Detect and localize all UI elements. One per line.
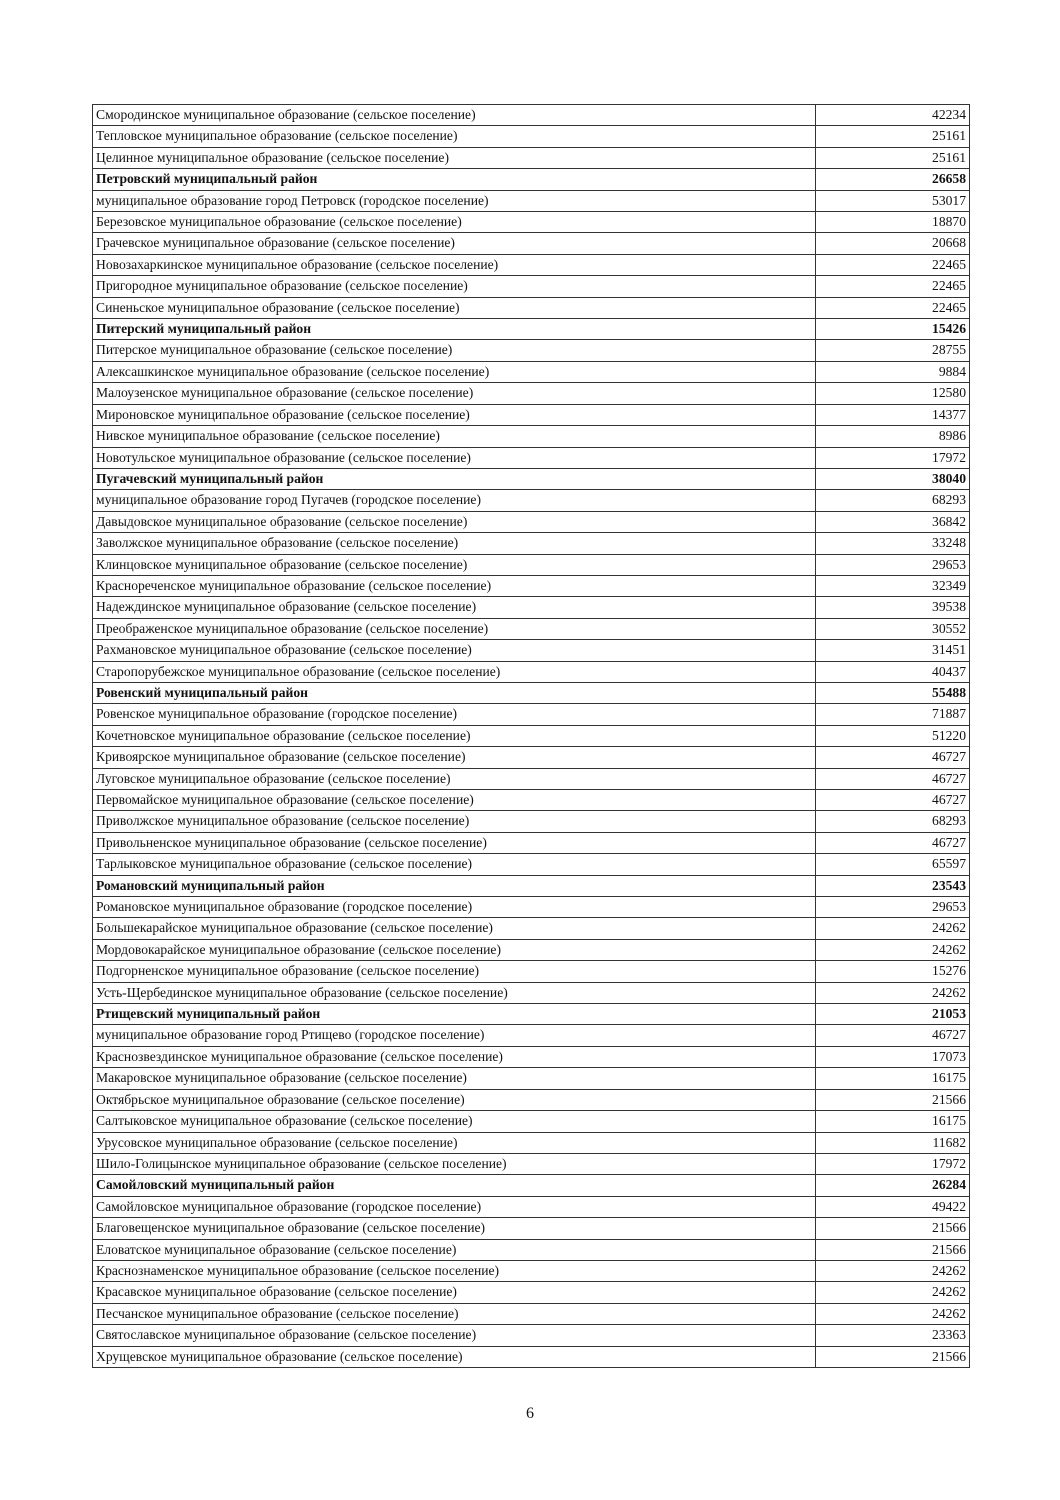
municipality-name-cell: Кривоярское муниципальное образование (сельское поселение) bbox=[93, 747, 816, 768]
district-name-cell: Питерский муниципальный район bbox=[93, 319, 816, 340]
district-name-cell: Петровский муниципальный район bbox=[93, 169, 816, 190]
district-value-cell: 23543 bbox=[816, 875, 970, 896]
value-cell: 46727 bbox=[816, 1025, 970, 1046]
value-cell: 16175 bbox=[816, 1068, 970, 1089]
municipality-name-cell: Мироновское муниципальное образование (сельское поселение) bbox=[93, 404, 816, 425]
municipality-name-cell: Грачевское муниципальное образование (сельское поселение) bbox=[93, 233, 816, 254]
value-cell: 39538 bbox=[816, 597, 970, 618]
value-cell: 17073 bbox=[816, 1046, 970, 1067]
value-cell: 16175 bbox=[816, 1111, 970, 1132]
value-cell: 9884 bbox=[816, 361, 970, 382]
municipality-name-cell: Питерское муниципальное образование (сельское поселение) bbox=[93, 340, 816, 361]
value-cell: 22465 bbox=[816, 254, 970, 275]
district-row bbox=[93, 169, 970, 190]
municipality-name-cell: муниципальное образование город Ртищево (городское поселение) bbox=[93, 1025, 816, 1046]
table-row bbox=[93, 383, 970, 404]
municipality-name-cell: Нивское муниципальное образование (сельское поселение) bbox=[93, 426, 816, 447]
district-name-cell: Ртищевский муниципальный район bbox=[93, 1004, 816, 1025]
table-row bbox=[93, 597, 970, 618]
table-row bbox=[93, 1025, 970, 1046]
municipality-name-cell: Самойловское муниципальное образование (городское поселение) bbox=[93, 1196, 816, 1217]
value-cell: 8986 bbox=[816, 426, 970, 447]
table-row bbox=[93, 361, 970, 382]
municipality-name-cell: Синеньское муниципальное образование (сельское поселение) bbox=[93, 297, 816, 318]
district-row bbox=[93, 682, 970, 703]
table-row bbox=[93, 661, 970, 682]
value-cell: 21566 bbox=[816, 1089, 970, 1110]
municipality-name-cell: Кочетновское муниципальное образование (сельское поселение) bbox=[93, 725, 816, 746]
value-cell: 68293 bbox=[816, 811, 970, 832]
value-cell: 28755 bbox=[816, 340, 970, 361]
district-value-cell: 26658 bbox=[816, 169, 970, 190]
value-cell: 36842 bbox=[816, 511, 970, 532]
municipality-name-cell: Пригородное муниципальное образование (сельское поселение) bbox=[93, 276, 816, 297]
municipality-name-cell: Привольненское муниципальное образование (сельское поселение) bbox=[93, 832, 816, 853]
table-row bbox=[93, 233, 970, 254]
table-row bbox=[93, 790, 970, 811]
value-cell: 14377 bbox=[816, 404, 970, 425]
municipality-name-cell: Подгорненское муниципальное образование (сельское поселение) bbox=[93, 961, 816, 982]
municipality-name-cell: Новозахаркинское муниципальное образование (сельское поселение) bbox=[93, 254, 816, 275]
value-cell: 51220 bbox=[816, 725, 970, 746]
district-row bbox=[93, 468, 970, 489]
table-row bbox=[93, 575, 970, 596]
value-cell: 11682 bbox=[816, 1132, 970, 1153]
municipality-name-cell: Заволжское муниципальное образование (сельское поселение) bbox=[93, 533, 816, 554]
value-cell: 24262 bbox=[816, 982, 970, 1003]
value-cell: 15276 bbox=[816, 961, 970, 982]
value-cell: 24262 bbox=[816, 1303, 970, 1324]
table-row bbox=[93, 854, 970, 875]
value-cell: 31451 bbox=[816, 640, 970, 661]
value-cell: 21566 bbox=[816, 1218, 970, 1239]
municipality-name-cell: Клинцовское муниципальное образование (сельское поселение) bbox=[93, 554, 816, 575]
table-row bbox=[93, 939, 970, 960]
table-row bbox=[93, 704, 970, 725]
table-row bbox=[93, 1346, 970, 1367]
table-row bbox=[93, 212, 970, 233]
municipality-name-cell: Давыдовское муниципальное образование (сельское поселение) bbox=[93, 511, 816, 532]
municipality-name-cell: Красавское муниципальное образование (сельское поселение) bbox=[93, 1282, 816, 1303]
district-value-cell: 55488 bbox=[816, 682, 970, 703]
table-row bbox=[93, 1132, 970, 1153]
table-row bbox=[93, 190, 970, 211]
table-row bbox=[93, 832, 970, 853]
municipality-name-cell: Целинное муниципальное образование (сельское поселение) bbox=[93, 147, 816, 168]
value-cell: 24262 bbox=[816, 918, 970, 939]
municipality-name-cell: Березовское муниципальное образование (сельское поселение) bbox=[93, 212, 816, 233]
value-cell: 25161 bbox=[816, 147, 970, 168]
district-name-cell: Пугачевский муниципальный район bbox=[93, 468, 816, 489]
municipality-name-cell: Новотульское муниципальное образование (сельское поселение) bbox=[93, 447, 816, 468]
municipality-name-cell: Тарлыковское муниципальное образование (сельское поселение) bbox=[93, 854, 816, 875]
table-row bbox=[93, 126, 970, 147]
municipality-name-cell: Романовское муниципальное образование (городское поселение) bbox=[93, 897, 816, 918]
value-cell: 18870 bbox=[816, 212, 970, 233]
table-row bbox=[93, 533, 970, 554]
value-cell: 24262 bbox=[816, 939, 970, 960]
district-row bbox=[93, 319, 970, 340]
value-cell: 33248 bbox=[816, 533, 970, 554]
municipality-name-cell: муниципальное образование город Пугачев (городское поселение) bbox=[93, 490, 816, 511]
table-row bbox=[93, 297, 970, 318]
table-row bbox=[93, 490, 970, 511]
value-cell: 46727 bbox=[816, 768, 970, 789]
page-number: 6 bbox=[526, 1405, 534, 1422]
municipality-name-cell: Ровенское муниципальное образование (городское поселение) bbox=[93, 704, 816, 725]
municipality-name-cell: Преображенское муниципальное образование (сельское поселение) bbox=[93, 618, 816, 639]
value-cell: 42234 bbox=[816, 105, 970, 126]
municipality-name-cell: Мордовокарайское муниципальное образование (сельское поселение) bbox=[93, 939, 816, 960]
municipality-name-cell: Надеждинское муниципальное образование (сельское поселение) bbox=[93, 597, 816, 618]
value-cell: 46727 bbox=[816, 832, 970, 853]
table-row bbox=[93, 554, 970, 575]
value-cell: 46727 bbox=[816, 790, 970, 811]
municipality-name-cell: Малоузенское муниципальное образование (сельское поселение) bbox=[93, 383, 816, 404]
table-row bbox=[93, 1068, 970, 1089]
municipality-name-cell: Краснознаменское муниципальное образование (сельское поселение) bbox=[93, 1260, 816, 1281]
table-row bbox=[93, 340, 970, 361]
municipality-name-cell: Краснозвездинское муниципальное образование (сельское поселение) bbox=[93, 1046, 816, 1067]
municipality-name-cell: Хрущевское муниципальное образование (сельское поселение) bbox=[93, 1346, 816, 1367]
municipality-name-cell: Урусовское муниципальное образование (сельское поселение) bbox=[93, 1132, 816, 1153]
table-row bbox=[93, 276, 970, 297]
value-cell: 65597 bbox=[816, 854, 970, 875]
municipality-name-cell: Большекарайское муниципальное образование (сельское поселение) bbox=[93, 918, 816, 939]
municipality-name-cell: Шило-Голицынское муниципальное образование (сельское поселение) bbox=[93, 1153, 816, 1174]
value-cell: 21566 bbox=[816, 1239, 970, 1260]
table-row bbox=[93, 147, 970, 168]
table-row bbox=[93, 1111, 970, 1132]
district-name-cell: Романовский муниципальный район bbox=[93, 875, 816, 896]
table-row bbox=[93, 1153, 970, 1174]
table-row bbox=[93, 1046, 970, 1067]
municipality-name-cell: Алексашкинское муниципальное образование (сельское поселение) bbox=[93, 361, 816, 382]
value-cell: 22465 bbox=[816, 297, 970, 318]
value-cell: 17972 bbox=[816, 1153, 970, 1174]
district-name-cell: Самойловский муниципальный район bbox=[93, 1175, 816, 1196]
value-cell: 24262 bbox=[816, 1260, 970, 1281]
value-cell: 23363 bbox=[816, 1325, 970, 1346]
district-row bbox=[93, 1175, 970, 1196]
municipality-name-cell: Святославское муниципальное образование (сельское поселение) bbox=[93, 1325, 816, 1346]
value-cell: 29653 bbox=[816, 554, 970, 575]
municipality-name-cell: Краснореченское муниципальное образование (сельское поселение) bbox=[93, 575, 816, 596]
value-cell: 25161 bbox=[816, 126, 970, 147]
table-row bbox=[93, 447, 970, 468]
table-row bbox=[93, 982, 970, 1003]
value-cell: 17972 bbox=[816, 447, 970, 468]
value-cell: 40437 bbox=[816, 661, 970, 682]
value-cell: 29653 bbox=[816, 897, 970, 918]
municipality-name-cell: Песчанское муниципальное образование (сельское поселение) bbox=[93, 1303, 816, 1324]
table-row bbox=[93, 897, 970, 918]
municipality-name-cell: Еловатское муниципальное образование (сельское поселение) bbox=[93, 1239, 816, 1260]
table-row bbox=[93, 105, 970, 126]
value-cell: 21566 bbox=[816, 1346, 970, 1367]
municipality-name-cell: Макаровское муниципальное образование (сельское поселение) bbox=[93, 1068, 816, 1089]
table-row bbox=[93, 1303, 970, 1324]
value-cell: 49422 bbox=[816, 1196, 970, 1217]
table-row bbox=[93, 1239, 970, 1260]
district-value-cell: 15426 bbox=[816, 319, 970, 340]
municipality-name-cell: Тепловское муниципальное образование (сельское поселение) bbox=[93, 126, 816, 147]
municipality-name-cell: Первомайское муниципальное образование (сельское поселение) bbox=[93, 790, 816, 811]
table-row bbox=[93, 640, 970, 661]
table-row bbox=[93, 426, 970, 447]
municipality-name-cell: Октябрьское муниципальное образование (сельское поселение) bbox=[93, 1089, 816, 1110]
municipality-name-cell: Луговское муниципальное образование (сельское поселение) bbox=[93, 768, 816, 789]
value-cell: 24262 bbox=[816, 1282, 970, 1303]
value-cell: 46727 bbox=[816, 747, 970, 768]
district-value-cell: 38040 bbox=[816, 468, 970, 489]
table-row bbox=[93, 1260, 970, 1281]
table-row bbox=[93, 1218, 970, 1239]
municipality-name-cell: Усть-Щербединское муниципальное образование (сельское поселение) bbox=[93, 982, 816, 1003]
table-row bbox=[93, 1089, 970, 1110]
value-cell: 30552 bbox=[816, 618, 970, 639]
table-row bbox=[93, 918, 970, 939]
table-row bbox=[93, 511, 970, 532]
value-cell: 20668 bbox=[816, 233, 970, 254]
table-row bbox=[93, 768, 970, 789]
table-row bbox=[93, 961, 970, 982]
table-row bbox=[93, 254, 970, 275]
municipality-name-cell: Старопорубежское муниципальное образование (сельское поселение) bbox=[93, 661, 816, 682]
value-cell: 68293 bbox=[816, 490, 970, 511]
municipal-data-table bbox=[92, 104, 970, 1368]
district-row bbox=[93, 875, 970, 896]
table-row bbox=[93, 811, 970, 832]
table-row bbox=[93, 747, 970, 768]
district-name-cell: Ровенский муниципальный район bbox=[93, 682, 816, 703]
value-cell: 53017 bbox=[816, 190, 970, 211]
municipality-name-cell: Благовещенское муниципальное образование (сельское поселение) bbox=[93, 1218, 816, 1239]
municipality-name-cell: Рахмановское муниципальное образование (сельское поселение) bbox=[93, 640, 816, 661]
table-row bbox=[93, 1325, 970, 1346]
district-value-cell: 21053 bbox=[816, 1004, 970, 1025]
table-row bbox=[93, 1196, 970, 1217]
municipality-name-cell: Приволжское муниципальное образование (сельское поселение) bbox=[93, 811, 816, 832]
value-cell: 12580 bbox=[816, 383, 970, 404]
table-row bbox=[93, 1282, 970, 1303]
value-cell: 32349 bbox=[816, 575, 970, 596]
table-row bbox=[93, 725, 970, 746]
municipality-name-cell: Смородинское муниципальное образование (сельское поселение) bbox=[93, 105, 816, 126]
value-cell: 71887 bbox=[816, 704, 970, 725]
district-row bbox=[93, 1004, 970, 1025]
municipality-name-cell: Салтыковское муниципальное образование (сельское поселение) bbox=[93, 1111, 816, 1132]
value-cell: 22465 bbox=[816, 276, 970, 297]
table-row bbox=[93, 618, 970, 639]
table-body bbox=[93, 105, 970, 1368]
table-row bbox=[93, 404, 970, 425]
municipality-name-cell: муниципальное образование город Петровск (городское поселение) bbox=[93, 190, 816, 211]
district-value-cell: 26284 bbox=[816, 1175, 970, 1196]
